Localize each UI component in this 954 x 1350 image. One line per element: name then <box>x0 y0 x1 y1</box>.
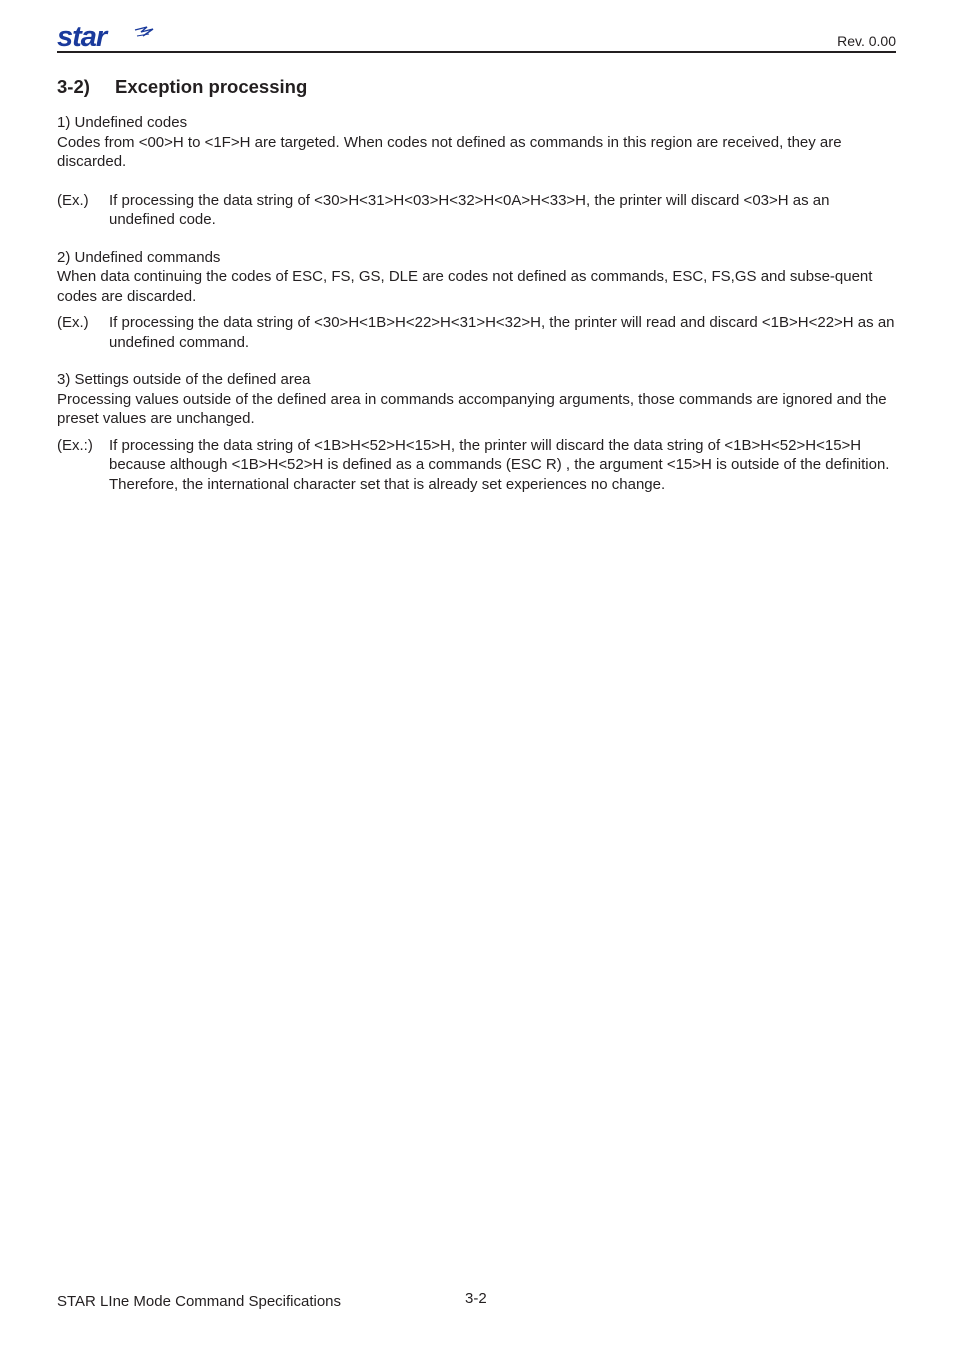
example-label: (Ex.:) <box>57 436 93 454</box>
example-settings-outside <box>57 436 899 495</box>
example-text: If processing the data string of <30>H<1B>H<22>H<31>H<32>H, the printer will read and discard <1B>H<22>H as an undefined command. <box>109 314 895 351</box>
revision-label: Rev. 0.00 <box>837 33 896 49</box>
footer-document-title: STAR LIne Mode Command Specifications <box>57 1293 342 1310</box>
block-body-settings-outside: Processing values outside of the defined area in commands accompanying arguments, those commands are ignored and the preset values are unchanged. <box>57 390 887 427</box>
footer-page-number: 3-2 <box>465 1290 487 1307</box>
section-title-text: Exception processing <box>115 76 308 97</box>
block-body-undefined-codes: Codes from <00>H to <1F>H are targeted. When codes not defined as commands in this region are received, they are discarded. <box>57 133 842 170</box>
block-heading-settings-outside: 3) Settings outside of the defined area <box>57 371 311 388</box>
document-body <box>57 113 899 494</box>
block-body-undefined-commands: When data continuing the codes of ESC, FS, GS, DLE are codes not defined as commands, ESC, FS,GS and subse-quent codes are discarded. <box>57 268 873 305</box>
example-text: If processing the data string of <1B>H<52>H<15>H, the printer will discard the data string of <1B>H<52>H<15>H because although <1B>H<52>H is defined as a commands (ESC R) , the argument <15>H is outside of the definition. Therefore, the international character set that is already set experiences no change. <box>109 436 890 493</box>
example-text: If processing the data string of <30>H<31>H<03>H<32>H<0A>H<33>H, the printer will discard <03>H as an undefined code. <box>109 191 830 228</box>
example-label: (Ex.) <box>57 314 89 331</box>
example-undefined-commands <box>57 313 899 352</box>
page-header <box>57 20 896 53</box>
example-label: (Ex.) <box>57 191 89 209</box>
section-title <box>57 76 307 98</box>
block-heading-undefined-commands: 2) Undefined commands <box>57 248 221 266</box>
section-number: 3-2) <box>57 76 90 97</box>
svg-text:star: star <box>57 24 107 50</box>
header-divider <box>57 51 896 53</box>
example-undefined-codes <box>57 191 899 230</box>
block-heading-undefined-codes: 1) Undefined codes <box>57 114 188 131</box>
star-logo <box>57 24 157 50</box>
